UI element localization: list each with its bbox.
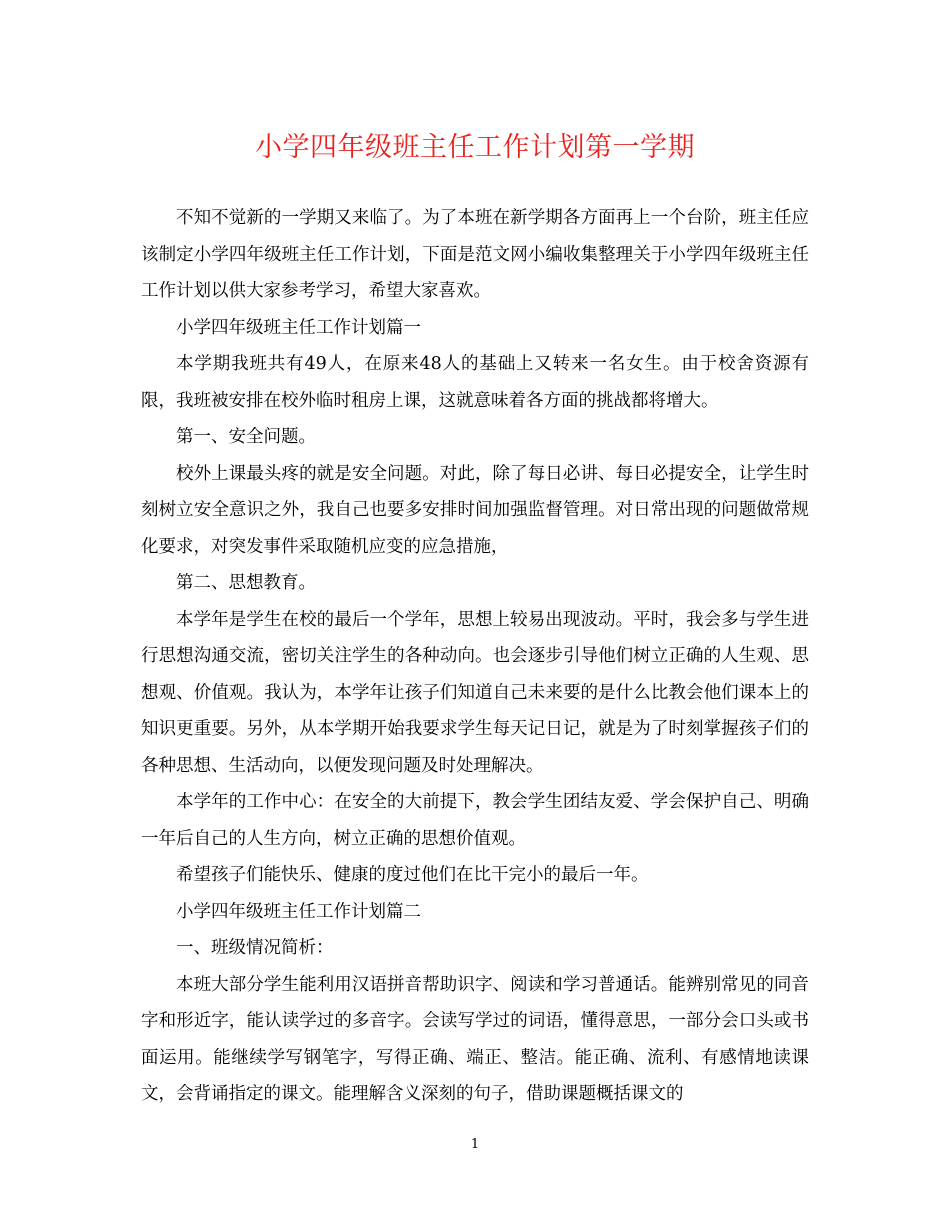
paragraph-intro: 不知不觉新的一学期又来临了。为了本班在新学期各方面再上一个台阶，班主任应该制定小学四年级班主任工作计划，下面是范文网小编收集整理关于小学四年级班主任工作计划以供大家参考学习，希望大家喜欢。: [141, 208, 809, 301]
paragraph-class-analysis: 本班大部分学生能利用汉语拼音帮助识字、阅读和学习普通话。能辨别常见的同音字和形近字，能认读学过的多音字。会读写学过的词语，懂得意思，一部分会口头或书面运用。能继续学写钢笔字，写得正确、端正、整洁。能正确、流利、有感情地读课文，会背诵指定的课文。能理解含义深刻的句子，借助课题概括课文的: [141, 974, 809, 1104]
document-body: [141, 200, 809, 1113]
paragraph-work-focus: 本学年的工作中心：在安全的大前提下，教会学生团结友爱、学会保护自己、明确一年后自己的人生方向，树立正确的思想价值观。: [141, 792, 809, 849]
section-heading-plan-one: 小学四年级班主任工作计划篇一: [176, 317, 421, 338]
paragraph-wish: 希望孩子们能快乐、健康的度过他们在比干完小的最后一年。: [176, 865, 649, 885]
section-heading-plan-two: 小学四年级班主任工作计划篇二: [176, 901, 421, 922]
subheading-safety: 第一、安全问题。: [176, 427, 316, 447]
paragraph-safety: 校外上课最头疼的就是安全问题。对此，除了每日必讲、每日必提安全，让学生时刻树立安全意识之外，我自己也要多安排时间加强监督管理。对日常出现的问题做常规化要求，对突发事件采取随机应变的应急措施，: [141, 463, 809, 557]
paragraph-class-overview: 本学期我班共有49人，在原来48人的基础上又转来一名女生。由于校舍资源有限，我班被安排在校外临时租房上课，这就意味着各方面的挑战都将增大。: [141, 354, 809, 411]
subheading-ideology: 第二、思想教育。: [176, 573, 316, 593]
page-number: 1: [470, 1137, 480, 1152]
subheading-class-analysis: 一、班级情况简析：: [176, 938, 334, 958]
document-title: 小学四年级班主任工作计划第一学期: [255, 132, 695, 163]
paragraph-ideology: 本学年是学生在校的最后一个学年，思想上较易出现波动。平时，我会多与学生进行思想沟通交流，密切关注学生的各种动向。也会逐步引导他们树立正确的人生观、思想观、价值观。我认为，本学年让孩子们知道自己未来要的是什么比教会他们课本上的知识更重要。另外，从本学期开始我要求学生每天记日记，就是为了时刻掌握孩子们的各种思想、生活动向，以便发现问题及时处理解决。: [141, 609, 809, 776]
